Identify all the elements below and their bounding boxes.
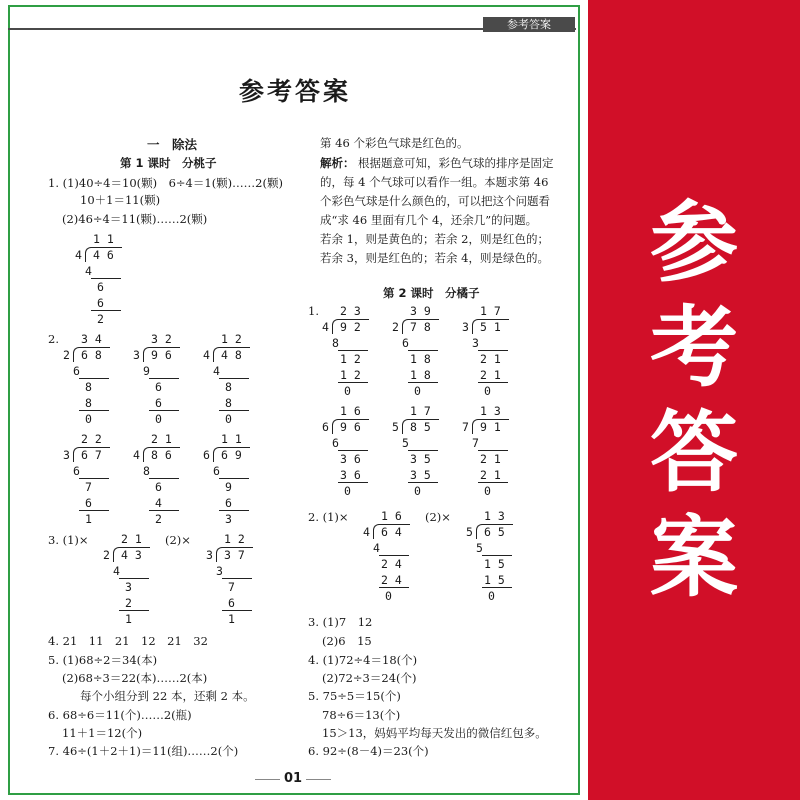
division-dividend: 6 9	[221, 448, 242, 462]
division-rule	[91, 278, 121, 279]
side-banner-title	[588, 190, 800, 610]
division-rule	[338, 382, 368, 383]
division-step: 0	[488, 589, 495, 603]
division-step: 2 1	[480, 452, 501, 466]
division-step: 3	[472, 336, 479, 350]
division-step: 6	[85, 496, 92, 510]
r-line6: 若余 1，则是黄色的；若余 2，则是红色的；	[320, 232, 549, 246]
division-step: 3	[216, 564, 223, 578]
division-rule	[219, 378, 249, 379]
rq4-line2: (2)72÷3＝24(个)	[322, 671, 417, 685]
division-rule	[119, 578, 149, 579]
division-rule	[149, 410, 179, 411]
division-dividend: 8 5	[410, 420, 431, 434]
division-divisor: 4	[363, 525, 370, 539]
division-rule	[119, 610, 149, 611]
chapter-heading: 一 除法	[147, 137, 198, 152]
rq5-line2: 78÷6＝13(个)	[322, 708, 401, 722]
division-step: 0	[484, 484, 491, 498]
division-step: 6	[97, 280, 104, 294]
division-step: 7	[228, 580, 235, 594]
division-step: 7	[472, 436, 479, 450]
division-step: 0	[344, 384, 351, 398]
division-divisor: 2	[103, 548, 110, 562]
division-dividend: 5 1	[480, 320, 501, 334]
q3b-label: (2)×	[165, 533, 191, 547]
division-rule	[219, 410, 249, 411]
division-step: 2 1	[480, 468, 501, 482]
division-step: 6	[213, 464, 220, 478]
division-quotient: 1 1	[221, 432, 242, 446]
division-step: 1 2	[340, 368, 361, 382]
division-step: 5	[402, 436, 409, 450]
division-step: 2	[125, 596, 132, 610]
division-step: 3 6	[340, 468, 361, 482]
division-quotient: 3 2	[151, 332, 172, 346]
q7-line: 7. 46÷(1＋2＋1)＝11(组)……2(个)	[48, 744, 239, 758]
division-rule	[222, 578, 252, 579]
division-step: 6	[73, 364, 80, 378]
division-quotient: 3 9	[410, 304, 431, 318]
division-rule	[379, 555, 409, 556]
division-step: 0	[344, 484, 351, 498]
division-rule	[408, 382, 438, 383]
division-quotient: 1 2	[224, 532, 245, 546]
division-rule	[79, 478, 109, 479]
division-step: 3	[125, 580, 132, 594]
q6-line1: 6. 68÷6＝11(个)……2(瓶)	[48, 708, 192, 722]
division-rule	[408, 482, 438, 483]
division-step: 2 1	[480, 368, 501, 382]
division-step: 6	[402, 336, 409, 350]
division-step: 4	[155, 496, 162, 510]
division-step: 1 5	[484, 557, 505, 571]
division-divisor: 7	[462, 420, 469, 434]
division-step: 0	[85, 412, 92, 426]
division-step: 6	[225, 496, 232, 510]
division-step: 8	[225, 396, 232, 410]
division-quotient: 1 2	[221, 332, 242, 346]
division-step: 9	[143, 364, 150, 378]
division-step: 9	[225, 480, 232, 494]
division-step: 3 5	[410, 468, 431, 482]
division-step: 4	[113, 564, 120, 578]
rq5-line1: 5. 75÷5＝15(个)	[308, 689, 401, 703]
division-step: 4	[213, 364, 220, 378]
division-step: 0	[225, 412, 232, 426]
division-rule	[482, 555, 512, 556]
r-line7: 若余 3，则是红色的；若余 4，则是绿色的。	[320, 251, 549, 265]
division-step: 3 6	[340, 452, 361, 466]
division-rule	[338, 450, 368, 451]
division-divisor: 2	[392, 320, 399, 334]
footer-rule-left	[255, 779, 280, 780]
division-quotient: 2 1	[121, 532, 142, 546]
division-divisor: 4	[133, 448, 140, 462]
division-divisor: 5	[392, 420, 399, 434]
division-step: 1	[85, 512, 92, 526]
division-divisor: 3	[63, 448, 70, 462]
division-step: 3 5	[410, 452, 431, 466]
division-quotient: 2 2	[81, 432, 102, 446]
division-step: 2 1	[480, 352, 501, 366]
division-step: 6	[155, 380, 162, 394]
page-title: 参考答案	[238, 77, 351, 106]
rq4-line1: 4. (1)72÷4＝18(个)	[308, 653, 418, 667]
division-divisor: 5	[466, 525, 473, 539]
division-quotient: 1 6	[340, 404, 361, 418]
division-rule	[408, 350, 438, 351]
r-line4: 个彩色气球是什么颜色的，可以把这个问题看	[320, 194, 550, 208]
division-step: 1 8	[410, 352, 431, 366]
q1-line2: 10＋1＝11(颗)	[80, 193, 161, 207]
division-rule	[79, 378, 109, 379]
division-step: 6	[97, 296, 104, 310]
division-step: 4	[373, 541, 380, 555]
division-divisor: 6	[322, 420, 329, 434]
rq3-line2: (2)6 15	[322, 634, 372, 648]
analysis-label: 解析：	[320, 156, 355, 170]
division-step: 0	[484, 384, 491, 398]
division-step: 8	[225, 380, 232, 394]
division-step: 1	[228, 612, 235, 626]
division-rule	[478, 350, 508, 351]
division-dividend: 4 6	[93, 248, 114, 262]
q6-line2: 11＋1＝12(个)	[62, 726, 143, 740]
r-line5: 成“求 46 里面有几个 4，还余几”的问题。	[320, 213, 538, 227]
division-divisor: 4	[75, 248, 82, 262]
division-dividend: 6 7	[81, 448, 102, 462]
division-step: 8	[85, 380, 92, 394]
division-step: 0	[155, 412, 162, 426]
division-dividend: 9 1	[480, 420, 501, 434]
division-dividend: 7 8	[410, 320, 431, 334]
q4-answers: 4. 21 11 21 12 21 32	[48, 634, 208, 648]
division-rule	[219, 478, 249, 479]
division-divisor: 2	[63, 348, 70, 362]
division-quotient: 1 3	[480, 404, 501, 418]
division-quotient: 1 6	[381, 509, 402, 523]
division-step: 8	[332, 336, 339, 350]
division-dividend: 4 8	[221, 348, 242, 362]
header-tag: 参考答案	[483, 17, 575, 32]
q1-line1: 1. (1)40÷4＝10(颗) 6÷4＝1(颗)……2(颗)	[48, 176, 283, 190]
division-rule	[149, 478, 179, 479]
q5-line2: (2)68÷3＝22(本)……2(本)	[62, 671, 208, 685]
page-number: 01	[283, 771, 303, 786]
q5-line1: 5. (1)68÷2＝34(本)	[48, 653, 158, 667]
rq5-line3: 15＞13，妈妈平均每天发出的微信红包多。	[322, 726, 547, 740]
division-divisor: 4	[322, 320, 329, 334]
division-rule	[338, 350, 368, 351]
division-dividend: 6 4	[381, 525, 402, 539]
division-quotient: 1 7	[480, 304, 501, 318]
division-rule	[222, 610, 252, 611]
division-rule	[149, 378, 179, 379]
division-step: 6	[228, 596, 235, 610]
division-dividend: 4 3	[121, 548, 142, 562]
division-step: 2 4	[381, 573, 402, 587]
division-step: 6	[332, 436, 339, 450]
division-rule	[91, 310, 121, 311]
division-step: 6	[155, 480, 162, 494]
division-divisor: 3	[206, 548, 213, 562]
side-char-4: 案	[649, 506, 738, 609]
division-step: 0	[414, 384, 421, 398]
division-quotient: 1 3	[484, 509, 505, 523]
division-rule	[408, 450, 438, 451]
rq2-label: 2. (1)×	[308, 510, 349, 524]
division-step: 4	[85, 264, 92, 278]
division-step: 1 8	[410, 368, 431, 382]
division-quotient: 1 7	[410, 404, 431, 418]
division-dividend: 3 7	[224, 548, 245, 562]
division-divisor: 4	[203, 348, 210, 362]
division-rule	[219, 510, 249, 511]
q5-line3: 每个小组分到 22 本，还剩 2 本。	[80, 689, 255, 703]
division-rule	[478, 450, 508, 451]
footer-rule-right	[306, 779, 331, 780]
division-rule	[79, 410, 109, 411]
rq6-line: 6. 92÷(8－4)＝23(个)	[308, 744, 429, 758]
division-step: 8	[85, 396, 92, 410]
rq3-line1: 3. (1)7 12	[308, 615, 373, 629]
division-step: 8	[143, 464, 150, 478]
division-step: 3	[225, 512, 232, 526]
division-step: 1 5	[484, 573, 505, 587]
division-step: 2	[155, 512, 162, 526]
division-rule	[379, 587, 409, 588]
q2-label: 2.	[48, 332, 59, 346]
division-dividend: 9 2	[340, 320, 361, 334]
r-line3: 的，每 4 个气球可以看作一组。本题求第 46	[320, 175, 549, 189]
division-rule	[478, 382, 508, 383]
division-rule	[478, 482, 508, 483]
side-char-3: 答	[649, 401, 738, 504]
division-dividend: 9 6	[151, 348, 172, 362]
division-step: 5	[476, 541, 483, 555]
division-rule	[338, 482, 368, 483]
lesson1-heading: 第 1 课时 分桃子	[120, 156, 217, 170]
division-step: 0	[414, 484, 421, 498]
division-quotient: 2 1	[151, 432, 172, 446]
q1-line3: (2)46÷4＝11(颗)……2(颗)	[62, 212, 208, 226]
rq1-label: 1.	[308, 304, 319, 318]
division-divisor: 6	[203, 448, 210, 462]
division-step: 6	[155, 396, 162, 410]
division-step: 1 2	[340, 352, 361, 366]
division-dividend: 6 8	[81, 348, 102, 362]
rq2b-label: (2)×	[425, 510, 451, 524]
r-line2: 根据题意可知，彩色气球的排序是固定	[358, 156, 554, 170]
division-step: 2	[97, 312, 104, 326]
division-step: 1	[125, 612, 132, 626]
division-quotient: 2 3	[340, 304, 361, 318]
lesson2-heading: 第 2 课时 分橘子	[383, 286, 480, 300]
division-dividend: 9 6	[340, 420, 361, 434]
division-step: 6	[73, 464, 80, 478]
side-char-1: 参	[649, 191, 738, 294]
r-line1: 第 46 个彩色气球是红色的。	[320, 136, 469, 150]
division-rule	[149, 510, 179, 511]
division-dividend: 6 5	[484, 525, 505, 539]
division-rule	[79, 510, 109, 511]
division-step: 7	[85, 480, 92, 494]
division-quotient: 3 4	[81, 332, 102, 346]
q3-label: 3. (1)×	[48, 533, 89, 547]
division-step: 0	[385, 589, 392, 603]
side-char-2: 考	[649, 296, 738, 399]
division-dividend: 8 6	[151, 448, 172, 462]
division-rule	[482, 587, 512, 588]
division-divisor: 3	[462, 320, 469, 334]
division-divisor: 3	[133, 348, 140, 362]
division-quotient: 1 1	[93, 232, 114, 246]
division-step: 2 4	[381, 557, 402, 571]
